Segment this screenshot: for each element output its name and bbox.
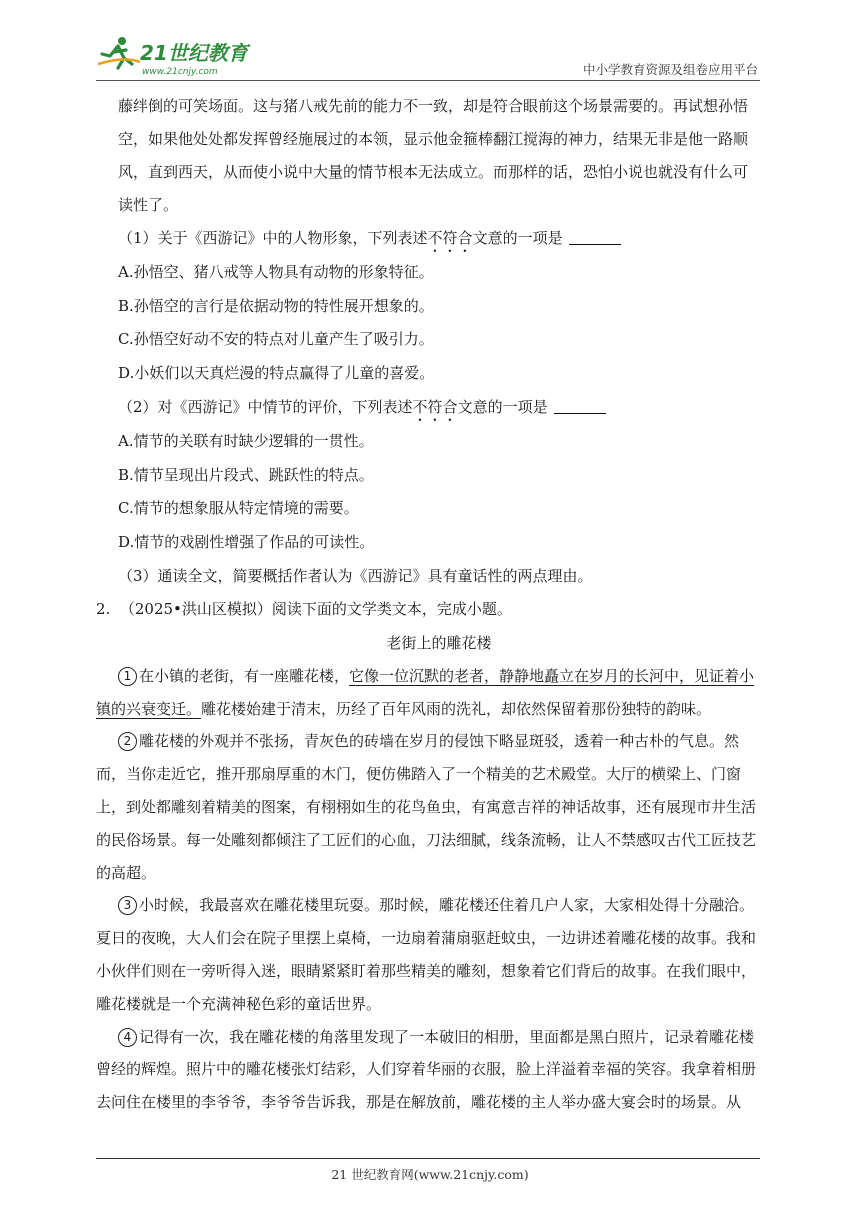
article [96, 627, 760, 1119]
q1-option-c: C.孙悟空好动不安的特点对儿童产生了吸引力。 [118, 330, 434, 349]
footer-divider [96, 1158, 760, 1159]
question-3: （3）通读全文，简要概括作者认为《西游记》具有童话性的两点理由。 [118, 566, 593, 585]
site-logo [96, 34, 256, 78]
header-divider [96, 80, 760, 81]
q1-stem-emphasis: 不符合 [427, 229, 473, 247]
page-footer: 21 世纪教育网(www.21cnjy.com) [331, 1167, 529, 1182]
platform-name: 中小学教育资源及组卷应用平台 [582, 62, 758, 77]
q1-option-a: A.孙悟空、猪八戒等人物具有动物的形象特征。 [118, 263, 434, 281]
question-2-stem [96, 391, 760, 425]
paragraph-marker: 1 [118, 667, 137, 686]
p4-text: 记得有一次，我在雕花楼的角落里发现了一本破旧的相册，里面都是黑白照片，记录着雕花楼曾经的辉煌。照片中的雕花楼张灯结彩，人们穿着华丽的衣服，脸上洋溢着幸福的笑容。我拿着相册去问住在楼里的李爷爷，李爷爷告诉我，那是在解放前，雕花楼的主人举办盛大宴会时的场景。从 [96, 1027, 757, 1112]
q2-stem-emphasis: 不符合 [412, 397, 458, 416]
paragraph-marker: 2 [118, 732, 137, 751]
q2-option-d: D.情节的戏剧性增强了作品的可读性。 [118, 532, 375, 551]
logo-url: www.21cnjy.com [142, 67, 218, 77]
article-paragraph-4 [96, 1021, 760, 1119]
article-paragraph-1 [96, 660, 760, 726]
paragraph-marker: 3 [118, 896, 137, 915]
article-paragraph-3 [96, 889, 760, 1020]
question-1-stem [96, 222, 760, 256]
q2-stem-before: （2）对《西游记》中情节的评价，下列表述 [118, 397, 413, 416]
intro-paragraph: 藤绊倒的可笑场面。这与猪八戒先前的能力不一致，却是符合眼前这个场景需要的。再试想孙悟空，如果他处处都发挥曾经施展过的本领，显示他金箍棒翻江搅海的神力，结果无非是他一路顺风，直到西天，从而使小说中大量的情节根本无法成立。而那样的话，恐怕小说也就没有什么可读性了。 [118, 97, 749, 214]
q1-stem-before: （1）关于《西游记》中的人物形象，下列表述 [118, 229, 428, 247]
p3-text: 小时候，我最喜欢在雕花楼里玩耍。那时候，雕花楼还住着几户人家，大家相处得十分融洽。夏日的夜晚，大人们会在院子里摆上桌椅，一边扇着蒲扇驱赶蚊虫，一边讲述着雕花楼的故事。我和小伙伴们则在一旁听得入迷，眼睛紧紧盯着那些精美的雕刻，想象着它们背后的故事。在我们眼中，雕花楼就是一个充满神秘色彩的童话世界。 [96, 896, 757, 1013]
page-header [96, 30, 760, 80]
p1-before: 在小镇的老街，有一座雕花楼， [139, 666, 350, 685]
q1-option-b: B.孙悟空的言行是依据动物的特性展开想象的。 [118, 296, 434, 315]
p1-after: 雕花楼始建于清末，历经了百年风雨的洗礼，却依然保留着那份独特的韵味。 [201, 699, 712, 718]
logo-text: 21世纪教育 [140, 41, 248, 65]
q2-option-c: C.情节的想象服从特定情境的需要。 [118, 499, 359, 518]
q2-stem-after: 文意的一项是 [457, 397, 548, 416]
p2-text: 雕花楼的外观并不张扬，青灰色的砖墙在岁月的侵蚀下略显斑驳，透着一种古朴的气息。然而，当你走近它，推开那扇厚重的木门，便仿佛踏入了一个精美的艺术殿堂。大厅的横梁上、门窗上，到处都雕刻着精美的图案，有栩栩如生的花鸟鱼虫，有寓意吉祥的神话故事，还有展现市井生活的民俗场景。每一处雕刻都倾注了工匠们的心血，刀法细腻，线条流畅，让人不禁感叹古代工匠技艺的高超。 [96, 732, 757, 882]
problem-2-number: 2. [96, 600, 111, 619]
article-paragraph-2 [96, 725, 760, 889]
problem-2-heading [96, 593, 760, 627]
problem-2-text: （2025•洪山区模拟）阅读下面的文学类文本，完成小题。 [119, 600, 512, 619]
p1-underlined: 它像一位沉默的老者，静静地矗立在岁月的长河中，见证着小镇的兴衰变迁。 [96, 666, 755, 718]
q1-option-d: D.小妖们以天真烂漫的特点赢得了儿童的喜爱。 [118, 364, 435, 383]
q1-stem-after: 文意的一项是 [472, 229, 563, 247]
article-title: 老街上的雕花楼 [386, 634, 492, 653]
q2-option-b: B.情节呈现出片段式、跳跃性的特点。 [118, 465, 374, 484]
q2-option-a: A.情节的关联有时缺少逻辑的一贯性。 [118, 431, 374, 450]
page-content [96, 90, 760, 1119]
answer-blank [569, 230, 621, 245]
answer-blank [554, 399, 606, 414]
paragraph-marker: 4 [118, 1028, 137, 1047]
